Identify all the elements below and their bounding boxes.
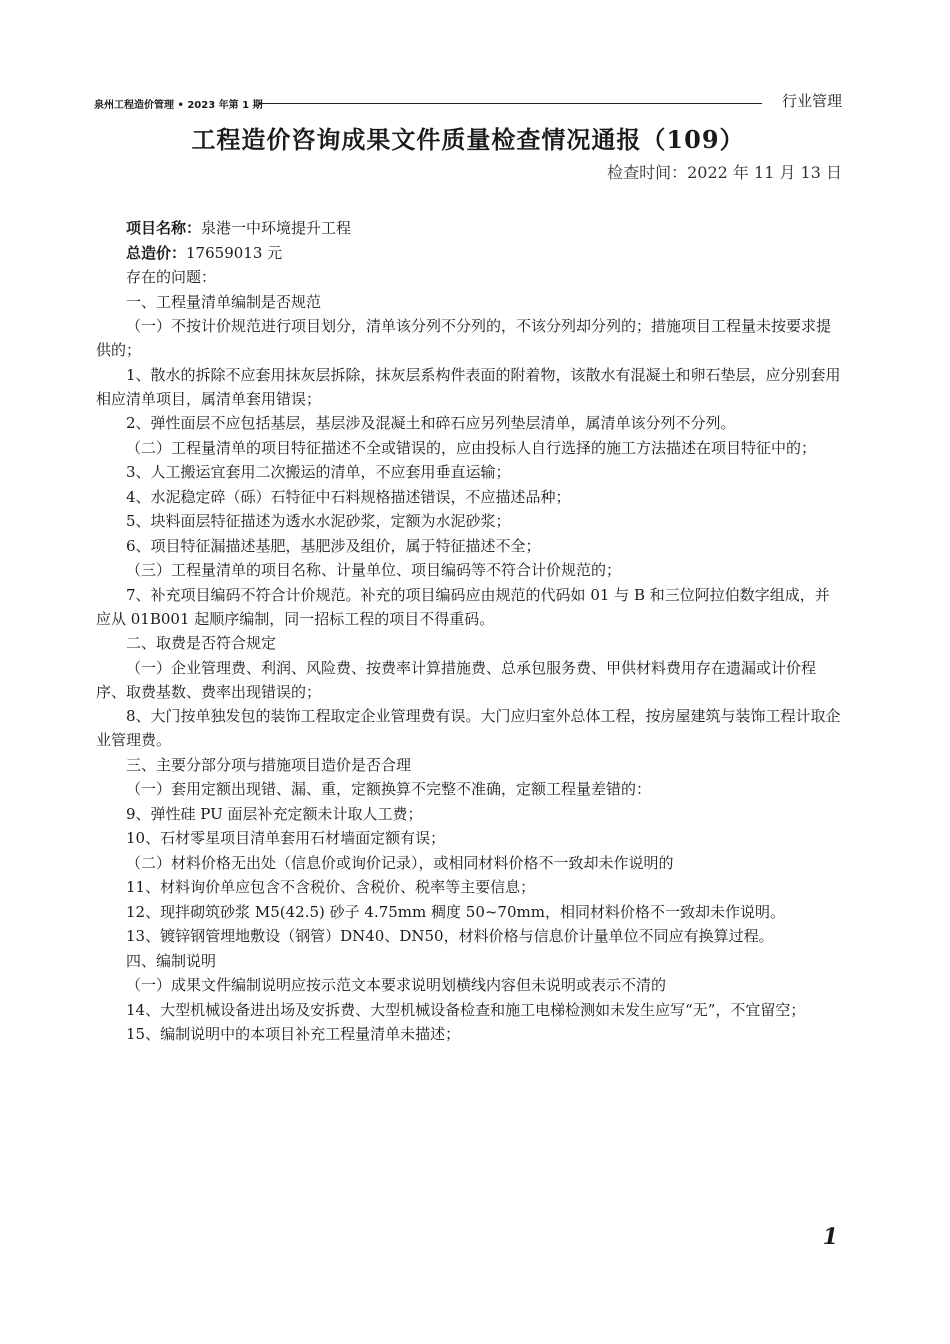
paragraph: （三）工程量清单的项目名称、计量单位、项目编码等不符合计价规范的；	[126, 561, 622, 579]
paragraph: 12、现拌砌筑砂浆 M5(42.5) 砂子 4.75mm 稠度 50~70mm，相同材料价格不一致却未作说明。	[126, 902, 785, 921]
paragraph: 7、补充项目编码不符合计价规范。补充的项目编码应由规范的代码如 01 与 B 和三位阿拉伯数字组成，并应从 01B001 起顺序编制，同一招标工程的项目不得重码。	[96, 585, 830, 628]
project-name-label: 项目名称：	[126, 219, 202, 237]
paragraph: 9、弹性硅 PU 面层补充定额未计取人工费；	[126, 804, 423, 823]
paragraph: 1、散水的拆除不应套用抹灰层拆除，抹灰层系构件表面的附着物，该散水有混凝土和卵石垫层，应分别套用相应清单项目，属清单套用错误；	[96, 365, 841, 408]
paragraph: （一）不按计价规范进行项目划分，清单该分列不分列的，不该分列却分列的；措施项目工程量未按要求提供的；	[96, 317, 832, 359]
paragraph: 3、人工搬运宜套用二次搬运的清单，不应套用垂直运输；	[126, 463, 511, 481]
page-number: 1	[822, 1224, 838, 1250]
paragraph: 一、工程量清单编制是否规范	[126, 292, 322, 311]
paragraph-list	[96, 265, 842, 1046]
paragraph: （一）企业管理费、利润、风险费、按费率计算措施费、总承包服务费、甲供材料费用存在遗漏或计价程序、取费基数、费率出现错误的；	[96, 658, 817, 701]
header-rule	[258, 103, 762, 104]
paragraph: 11、材料询价单应包含不含税价、含税价、税率等主要信息；	[126, 878, 536, 896]
paragraph: 10、石材零星项目清单套用石材墙面定额有误；	[126, 829, 446, 847]
paragraph: 存在的问题：	[126, 268, 217, 286]
paragraph: （二）材料价格无出处（信息价或询价记录），或相同材料价格不一致却未作说明的	[126, 853, 674, 872]
journal-issue: 泉州工程造价管理 • 2023 年第 1 期	[94, 100, 263, 111]
section-name: 行业管理	[781, 92, 842, 110]
paragraph: （一）套用定额出现错、漏、重，定额换算不完整不准确，定额工程量差错的：	[126, 780, 652, 798]
page-title: 工程造价咨询成果文件质量检查情况通报（109）	[191, 125, 745, 154]
paragraph: 8、大门按单独发包的装饰工程取定企业管理费有误。大门应归室外总体工程，按房屋建筑与装饰工程计取企业管理费。	[96, 707, 841, 749]
project-name-line	[96, 216, 842, 240]
running-header	[94, 88, 842, 112]
paragraph: 5、块料面层特征描述为透水水泥砂浆，定额为水泥砂浆；	[126, 512, 511, 530]
paragraph: 4、水泥稳定碎（砾）石特征中石料规格描述错误，不应描述品种；	[126, 487, 571, 506]
paragraph: 2、弹性面层不应包括基层，基层涉及混凝土和碎石应另列垫层清单，属清单该分列不分列。	[126, 414, 736, 432]
paragraph: 四、编制说明	[126, 951, 217, 970]
paragraph: 13、镀锌钢管埋地敷设（钢管）DN40、DN50，材料价格与信息价计量单位不同应有换算过程。	[126, 927, 774, 945]
paragraph: 二、取费是否符合规定	[126, 634, 277, 652]
project-name-value: 泉港一中环境提升工程	[201, 219, 352, 237]
paragraph: 三、主要分部分项与措施项目造价是否合理	[126, 755, 412, 774]
paragraph: 6、项目特征漏描述基肥，基肥涉及组价，属于特征描述不全；	[126, 536, 541, 555]
total-cost-value: 17659013 元	[186, 243, 283, 262]
paragraph: （一）成果文件编制说明应按示范文本要求说明划横线内容但未说明或表示不清的	[126, 976, 667, 994]
paragraph: 15、编制说明中的本项目补充工程量清单未描述；	[126, 1025, 461, 1043]
total-cost-label: 总造价：	[126, 243, 187, 262]
total-cost-line	[96, 241, 842, 265]
paragraph: 14、大型机械设备进出场及安拆费、大型机械设备检查和施工电梯检测如未发生应写“无”，不宜留空；	[126, 1000, 806, 1019]
article-body	[96, 216, 842, 1047]
paragraph: （二）工程量清单的项目特征描述不全或错误的，应由投标人自行选择的施工方法描述在项目特征中的；	[126, 438, 817, 457]
inspection-date: 检查时间：2022 年 11 月 13 日	[607, 163, 842, 182]
